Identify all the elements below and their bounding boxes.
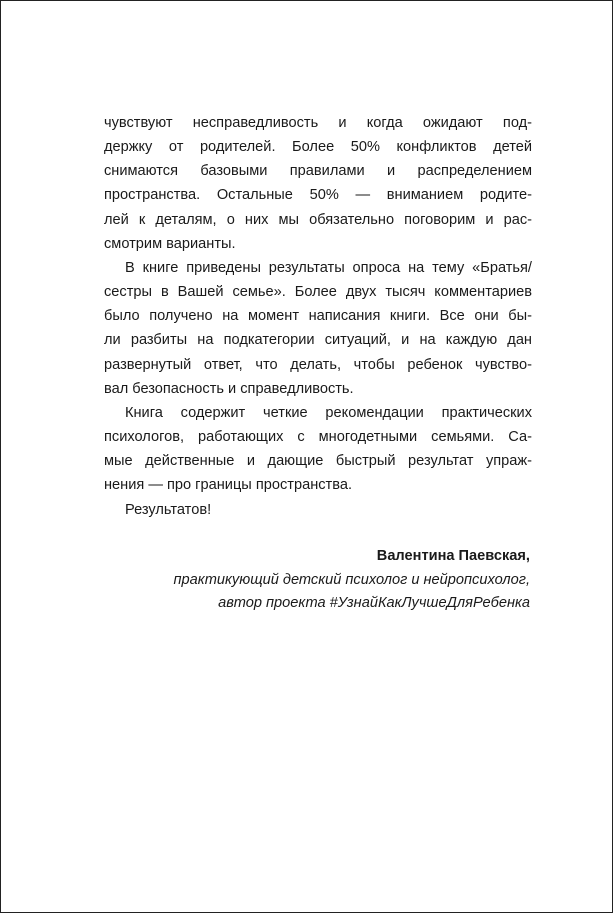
text-line: ли разбиты на подкатегории ситуаций, и на каждую дан (104, 332, 532, 349)
text-line: развернутый ответ, что делать, чтобы ребенок чувство- (104, 356, 532, 373)
text-line: Результатов! (125, 501, 212, 518)
text-line: сестры в Вашей семье». Более двух тысяч комментариев (104, 284, 532, 301)
text-line: вал безопасность и справедливость. (104, 380, 354, 397)
text-line: снимаются базовыми правилами и распределением (104, 163, 532, 180)
text-line: чувствуют несправедливость и когда ожидают под- (104, 115, 532, 131)
signature (173, 545, 530, 616)
text-line: держку от родителей. Более 50% конфликтов детей (104, 139, 532, 156)
text-line: нения — про границы пространства. (104, 477, 353, 494)
text-line: мые действенные и дающие быстрый результат упраж- (104, 453, 532, 470)
text-line: В книге приведены результаты опроса на тему «Братья/ (125, 259, 532, 276)
text-line: Книга содержит четкие рекомендации практических (125, 404, 532, 421)
text-line: было получено на момент написания книги. Все они бы- (104, 308, 532, 325)
text-line: психологов, работающих с многодетными семьями. Са- (104, 429, 532, 446)
text-line: смотрим варианты. (104, 235, 236, 252)
author-name: Валентина Паевская, (376, 548, 530, 564)
text-line: пространства. Остальные 50% — вниманием родите- (104, 187, 532, 204)
author-project: автор проекта #УзнайКакЛучшеДляРебенка (218, 595, 530, 611)
body-text (104, 111, 532, 522)
author-role: практикующий детский психолог и нейропсихолог, (173, 571, 530, 588)
text-line: лей к деталям, о них мы обязательно поговорим и рас- (104, 211, 532, 228)
